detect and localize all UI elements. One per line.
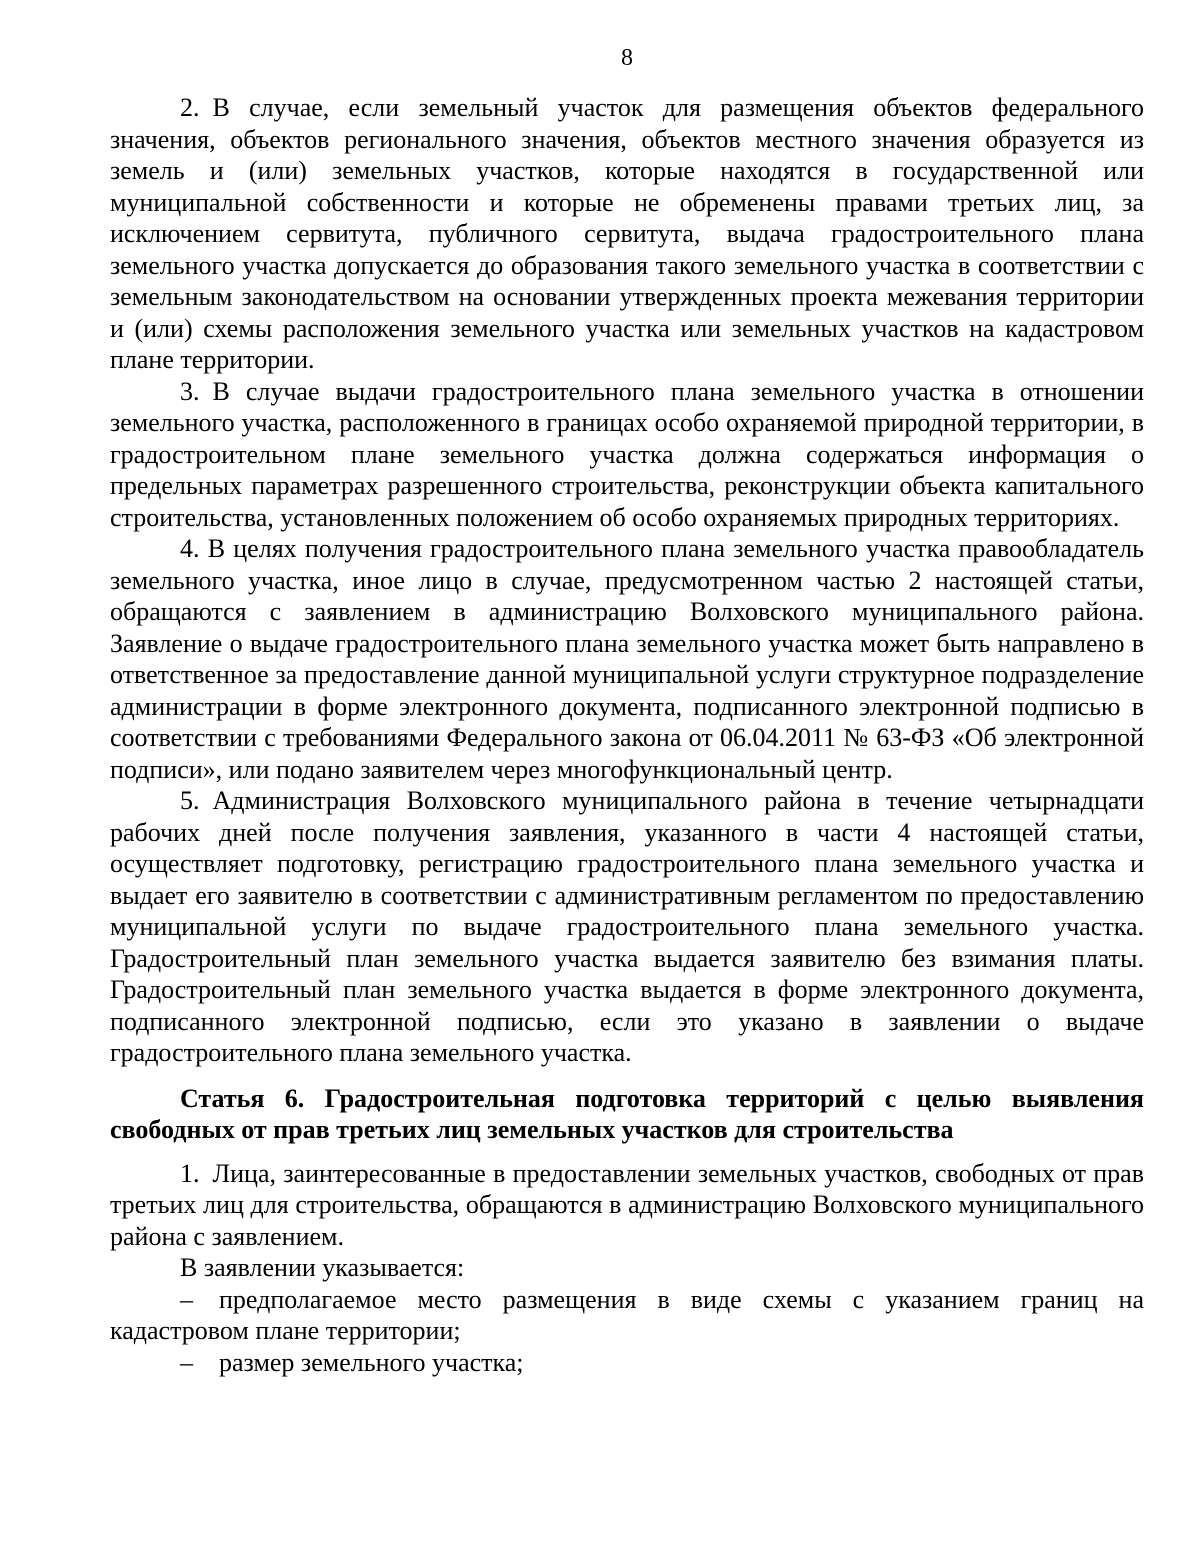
page-number: 8 bbox=[621, 45, 633, 71]
paragraph-5: 5. Администрация Волховского муниципального района в течение четырнадцати рабочих дней после получения заявления, указанного в части 4 настоящей статьи, осуществляет подготовку, регистрацию градостроительного плана земельного участка и выдает его заявителю в соответствии с административным регламентом по предоставлению муниципальной услуги по выдаче градостроительного плана земельного участка. Градостроительный план земельного участка выдается заявителю без взимания платы. Градостроительный план земельного участка выдается в форме электронного документа, подписанного электронной подписью, если это указано в заявлении о выдаче градостроительного плана земельного участка. bbox=[110, 786, 1144, 1067]
paragraph-4: 4. В целях получения градостроительного плана земельного участка правообладатель земельного участка, иное лицо в случае, предусмотренном частью 2 настоящей статьи, обращаются с заявлением в администрацию Волховского муниципального района. Заявление о выдаче градостроительного плана земельного участка может быть направлено в ответственное за предоставление данной муниципальной услуги структурное подразделение администрации в форме электронного документа, подписанного электронной подписью в соответствии с требованиями Федерального закона от 06.04.2011 № 63-ФЗ «Об электронной подписи», или подано заявителем через многофункциональный центр. bbox=[110, 534, 1144, 784]
paragraph-2: 2. В случае, если земельный участок для размещения объектов федерального значения, объектов регионального значения, объектов местного значения образуется из земель и (или) земельных участков, которые находятся в государственной или муниципальной собственности и которые не обременены правами третьих лиц, за исключением сервитута, публичного сервитута, выдача градостроительного плана земельного участка допускается до образования такого земельного участка в соответствии с земельным законодательством на основании утвержденных проекта межевания территории и (или) схемы расположения земельного участка или земельных участков на кадастровом плане территории. bbox=[110, 93, 1144, 374]
application-contents-intro: В заявлении указывается: bbox=[180, 1253, 465, 1282]
article-6-paragraph-1: 1. Лица, заинтересованные в предоставлении земельных участков, свободных от прав третьих лиц для строительства, обращаются в администрацию Волховского муниципального района с заявлением. bbox=[110, 1158, 1144, 1251]
list-item: – размер земельного участка; bbox=[180, 1347, 524, 1377]
article-6-heading: Статья 6. Градостроительная подготовка территорий с целью выявления свободных от прав третьих лиц земельных участков для строительства bbox=[110, 1083, 1144, 1144]
paragraph-3: 3. В случае выдачи градостроительного плана земельного участка в отношении земельного участка, расположенного в границах особо охраняемой природной территории, в градостроительном плане земельного участка должна содержаться информация о предельных параметрах разрешенного строительства, реконструкции объекта капитального строительства, установленных положением об особо охраняемых природных территориях. bbox=[110, 376, 1144, 532]
list-item: – предполагаемое место размещения в виде схемы с указанием границ на кадастровом плане территории; bbox=[110, 1284, 1144, 1345]
